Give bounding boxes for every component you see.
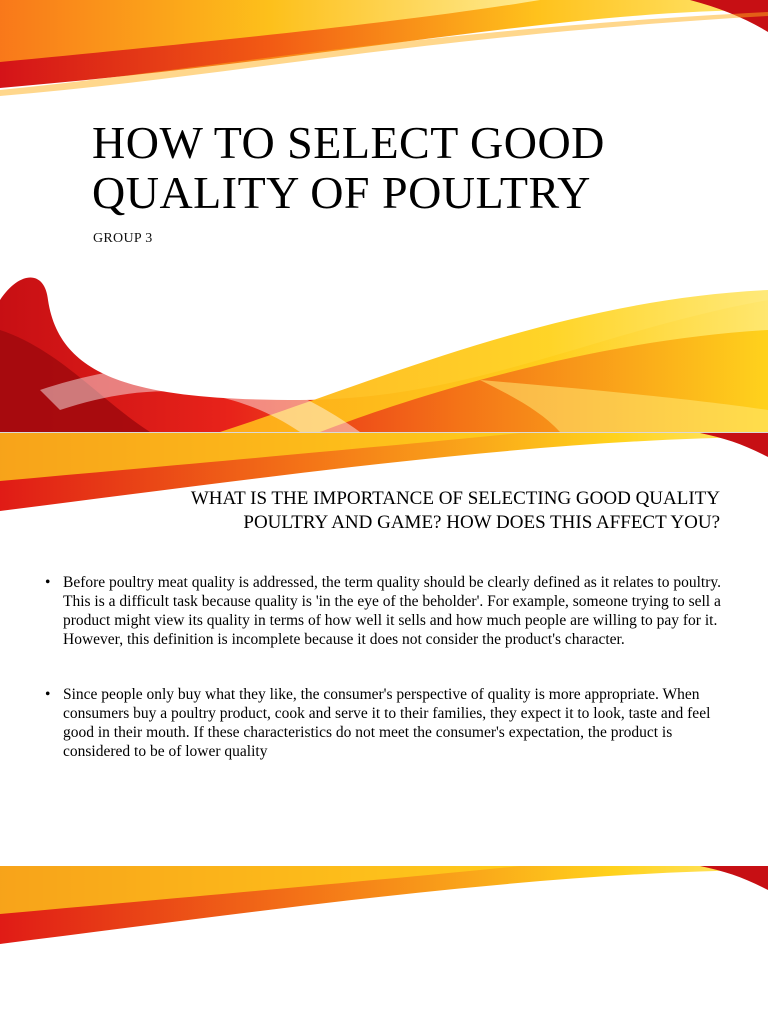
slide-title-line1: HOW TO SELECT GOOD — [92, 117, 605, 168]
title-slide — [0, 0, 768, 432]
partial-slide — [0, 866, 768, 1024]
slide-title-line2: QUALITY OF POULTRY — [92, 167, 591, 218]
slide-heading — [100, 487, 720, 535]
bullet-text: Since people only buy what they like, the consumer's perspective of quality is more appropriate. When consumers buy a poultry product, cook and serve it to their families, they expect it to look, taste and feel good in their mouth. If these characteristics do not meet the consumer's expectation, the product is considered to be of lower quality — [63, 686, 711, 760]
bullet-dot: • — [45, 686, 51, 703]
slide-subtitle: GROUP 3 — [93, 231, 153, 246]
slide-heading-line1: WHAT IS THE IMPORTANCE OF SELECTING GOOD QUALITY — [190, 488, 720, 509]
content-slide — [0, 433, 768, 866]
slide-title — [92, 118, 712, 218]
slide-heading-line2: POULTRY AND GAME? HOW DOES THIS AFFECT YOU? — [243, 512, 720, 533]
bullet-item — [45, 573, 725, 649]
top-ribbon-decoration — [0, 866, 768, 946]
bullet-list — [45, 573, 725, 797]
bullet-dot: • — [45, 574, 51, 591]
bullet-text: Before poultry meat quality is addressed, the term quality should be clearly defined as it relates to poultry. This is a difficult task because quality is 'in the eye of the beholder'. For example, someone trying to sell a product might view its quality in terms of how well it sells and how much people are willing to pay for it. However, this definition is incomplete because it does not consider the product's character. — [63, 574, 721, 648]
bullet-item — [45, 685, 725, 761]
